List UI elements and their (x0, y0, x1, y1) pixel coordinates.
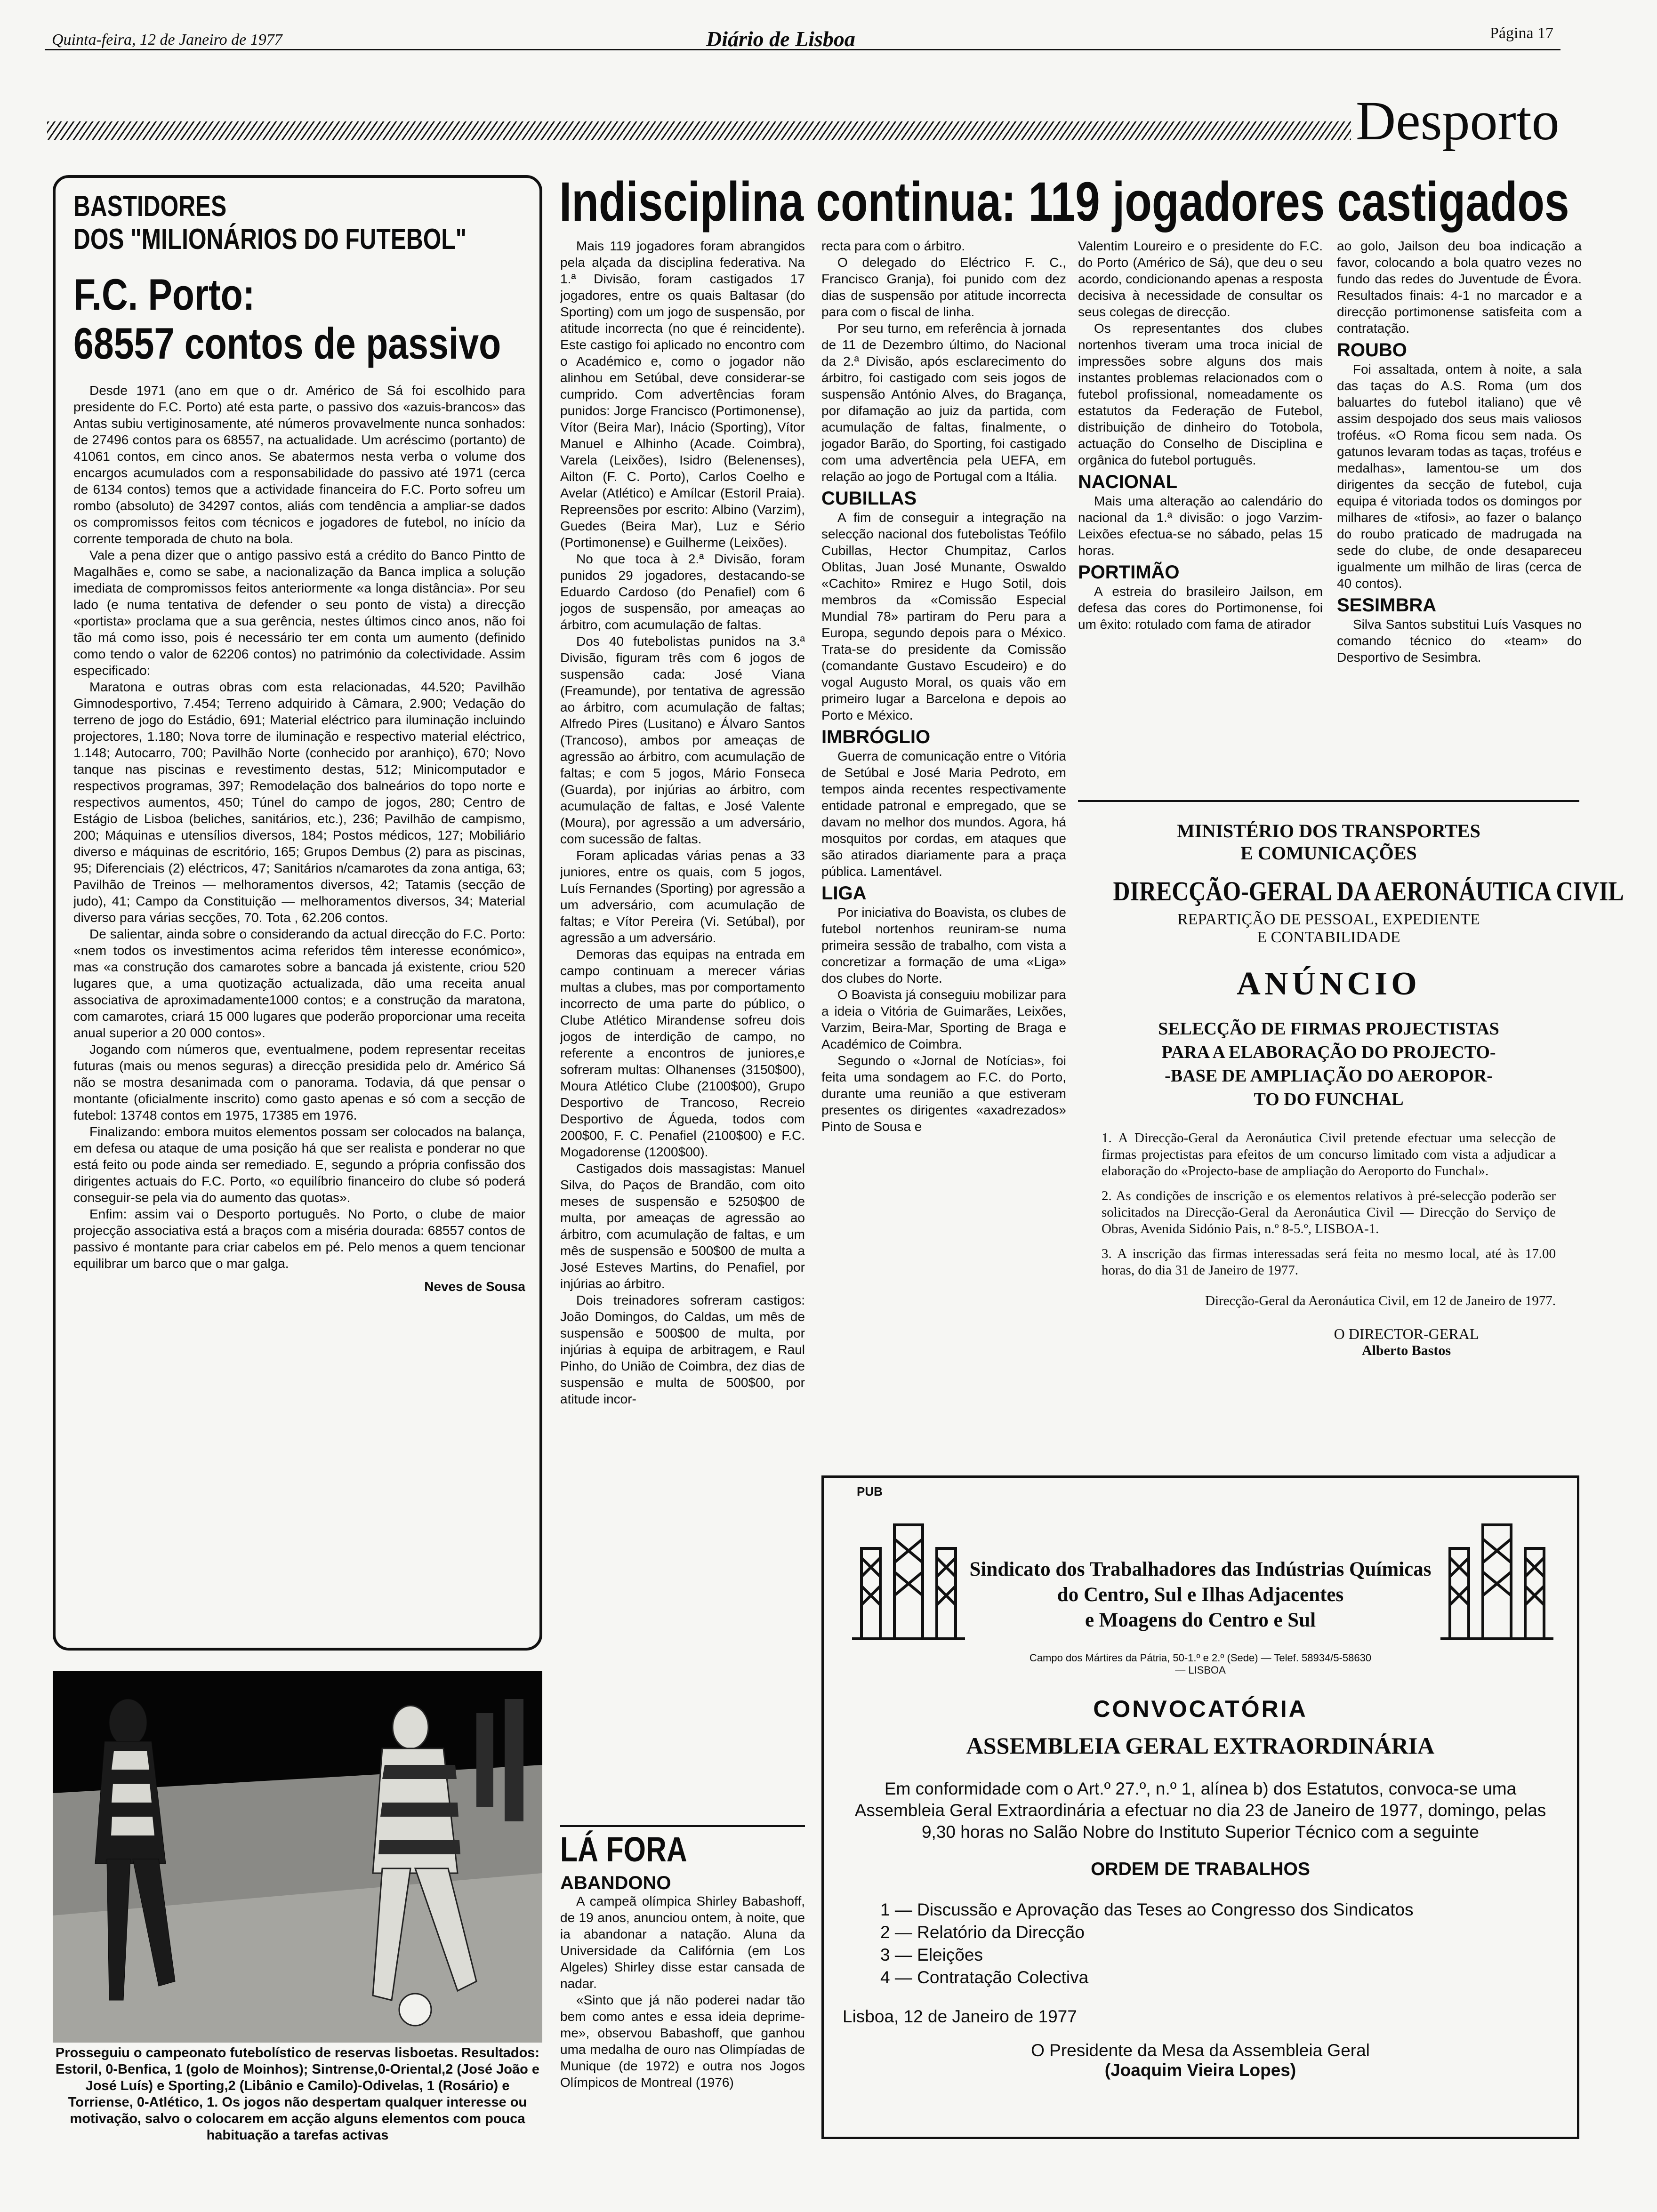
box-title-2: 68557 contos de passivo (73, 319, 501, 368)
article-paragraph: Foi assaltada, ontem à noite, a sala das taças do A.S. Roma (um dos baluartes do futebol italiano) que vê assim despojado dos seus mais valiosos troféus. «O Roma ficou sem nada. Os gatunos levaram todas as taças, troféus e medalhas», lamentou-se um dos dirigentes da secção de futebol, cuja equipa é vitoriada todos os domingos por milhares de «tifosi», ao fazer o balanço do roubo praticado de madrugada na sede do clube, de onde desapareceu igualmente um milhão de liras (cerca de 40 contos). (1337, 362, 1582, 591)
article-paragraph: Por seu turno, em referência à jornada de 11 de Dezembro último, do Nacional da 2.ª Divisão, após esclarecimento do árbitro, foi castigado com seis jogos de suspensão António Alves, do Bragança, por difamação ao juiz da partida, com acumulação de faltas, finalmente, o jogador Barão, do Sporting, foi castigado com uma advertência pela UEFA, em relação ao jogo de Portugal com a Itália. (821, 321, 1066, 484)
ad-subject-line: TO DO FUNCHAL (1254, 1090, 1404, 1109)
article-paragraph: Mais 119 jogadores foram abrangidos pela alçada da disciplina federativa. Na 1.ª Divisão, foram castigados 17 jogadores, entre os quais Baltasar (do Sporting) com um jogo de suspensão, por atitude incorrecta (no que é reincidente). Este castigo foi aplicado no encontro com o Académico e, como o jogador não alinhou em Setúbal, deve considerar-se cumprido. Com advertências foram punidos: Jorge Francisco (Portimonense), Vítor (Beira Mar), Inácio (Sporting), Vítor Manuel e Alhinho (Acade. Coimbra), Varela (Leixões), Isidro (Belenenses), Ailton (F. C. Porto), Carlos Coelho e Avelar (Atlético) e Amílcar (Estoril Praia). Repreensões por escrito: Albino (Varzim), Guedes (Beira Mar), Luz e Sério (Portimonense) e Guilherme (Leixões). (560, 239, 805, 550)
ad-date: Direcção-Geral da Aeronáutica Civil, em 12 de Janeiro de 1977. (1205, 1293, 1556, 1308)
ad-date: Lisboa, 12 de Janeiro de 1977 (843, 2007, 1077, 2026)
union-name-line: do Centro, Sul e Ilhas Adjacentes (1057, 1584, 1344, 1606)
union-address-2: — LISBOA (1175, 1664, 1226, 1676)
subheading-imbroglio: IMBRÓGLIO (821, 727, 931, 747)
article-paragraph: recta para com o árbitro. (821, 239, 965, 253)
president-title: O Presidente da Mesa da Assembleia Geral (1031, 2041, 1370, 2060)
union-address: Campo dos Mártires da Pátria, 50-1.º e 2.º (Sede) — Telef. 58934/5-58630 (1029, 1652, 1372, 1664)
article-paragraph: A fim de conseguir a integração na selecção nacional dos futebolistas Teófilo Cubillas, Hector Chumpitaz, Carlos Oblitas, Juan José Munante, Oswaldo «Cachito» Rmirez e Hugo Sotil, dois membros da «Comissão Especial Mundial 78» partiram do Peru para a Europa, segundo depois para o México. Trata-se do presidente da Comissão (comandante Gustavo Escudeiro) e do vogal Augusto Moral, os quais vão em primeiro lugar a Barcelona e depois ao Porto e México. (821, 510, 1066, 722)
ad-ministry: MINISTÉRIO DOS TRANSPORTES (1177, 820, 1480, 842)
article-paragraph: O delegado do Eléctrico F. C., Francisco Granja), foi punido com dez dias de suspensão por atitude incorrecta para com o fiscal de linha. (821, 255, 1066, 319)
pub-label: PUB (857, 1484, 883, 1499)
article-paragraph: Foram aplicadas várias penas a 33 juniores, entre os quais, com 5 jogos, Luís Fernandes (Sporting) por agressão a um adversário, com acumulação de faltas; e Vítor Pereira (Vi. Setúbal), por agressão a um adversário. (560, 848, 805, 945)
box-paragraph: Jogando com números que, eventualmene, podem representar receitas futuras (mais ou menos seguras) a direcção presidida pelo dr. Américo Sá não se mostra desanimada com o panorama. Todavia, dá que pensar o montante (oficialmente inscrito) como gasto apenas e só com a secção de futebol: 13748 contos em 1975, 17385 em 1976. (73, 1042, 525, 1122)
convocatoria: CONVOCATÓRIA (1093, 1696, 1308, 1722)
column-5 (1337, 238, 1582, 779)
article-paragraph: O Boavista já conseguiu mobilizar para a ideia o Vitória de Guimarães, Leixões, Varzim, Beira-Mar, Sporting de Braga e Académico de Coimbra. (821, 987, 1066, 1051)
ad-signature: O DIRECTOR-GERAL (1334, 1325, 1479, 1342)
box-paragraph: De salientar, ainda sobre o considerando da actual direcção do F.C. Porto: «nem todos os investimentos acima referidos têm interesse económico», mas «a construção dos camarotes sobre a bancada já existente, criou 520 lugares que, a uma quotização actualizada, dão uma receita anual associativa de aproximadamente1000 contos; e a construção da maratona, com camarotes, criará 15 000 lugares que poderão proporcionar uma receita anual superior a 20 000 contos». (73, 927, 525, 1040)
aeronautica-ad (1078, 800, 1624, 1358)
agenda-item: 4 — Contratação Colectiva (880, 1968, 1089, 1987)
ad-subject-line: SELECÇÃO DE FIRMAS PROJECTISTAS (1158, 1019, 1499, 1039)
article-paragraph: Demoras das equipas na entrada em campo continuam a merecer várias multas a clubes, mas por comportamento incorrecto de uma parte do público, o Clube Atlético Mirandense sofreu dois jogos de interdição de campo, no referente a encontros de juniores,e sofreram multas: Olhanenses (3150$00), Moura Atlético Clube (2100$00), Grupo Desportivo de Trancoso, Recreio Desportivo de Águeda, todos com 200$00, F. C. Penafiel (2100$00) e F.C. Mogadorense (1200$00). (560, 947, 805, 1159)
headline: Indisciplina continua: 119 jogadores castigados (559, 171, 1569, 233)
subheading-cubillas: CUBILLAS (821, 488, 917, 509)
convocatoria-body: Em conformidade com o Art.º 27.º, n.º 1, alínea b) dos Estatutos, convoca-se uma Assembleia Geral Extraordinária a efectuar no dia 23 de Janeiro de 1977, domingo, pelas 9,30 horas no Salão Nobre do Instituto Superior Técnico com a seguinte (854, 1779, 1546, 1842)
column-4 (1078, 238, 1323, 779)
subheading-roubo: ROUBO (1337, 340, 1407, 361)
ad-ministry-2: E COMUNICAÇÕES (1240, 842, 1417, 864)
abandono-heading: ABANDONO (560, 1873, 671, 1893)
lafora-rule (560, 1825, 805, 1827)
ad-signature-name: Alberto Bastos (1361, 1343, 1451, 1358)
article-paragraph: Valentim Loureiro e o presidente do F.C. do Porto (Américo de Sá), que deu o seu acordo, condicionando apenas a resposta decisiva à necessidade de consultar os seus colegas de direcção. (1078, 239, 1323, 319)
box-paragraph: Desde 1971 (ano em que o dr. Américo de Sá foi escolhido para presidente do F.C. Porto) até esta parte, o passivo dos «azuis-brancos» das Antas subiu vertiginosamente, até números provavelmente nunca sonhados: de 27496 contos para os 68557, na actualidade. Um acréscimo (portanto) de 41061 contos, em cinco anos. Se abatermos nesta verba o volume dos encargos acumulados com a responsabilidade do passivo até 1971 (cerca de 6134 contos) temos que a actividade financeira do F.C. Porto sofreu um rombo (absoluto) de 34297 contos, aliás com tendência a ampliar-se dados os compromissos feitos com técnicos e jogadores de futebol, no início da corrente temporada de chuto na bola. (73, 383, 525, 546)
photo-caption: Prosseguiu o campeonato futebolístico de reservas lisboetas. Resultados: Estoril, 0-Benfica, 1 (golo de Moinhos); Sintrense,0-Oriental,2 (José João e José Luís) e Sporting,2 (Libânio e Camilo)-Odivelas, 1 (Rosário) e Torriense, 0-Atlético, 1. Os jogos não despertam qualquer interesse ou motivação, salvo o colocarem em acção alguns elementos com pouca habituação a tarefas activas (55, 2045, 540, 2143)
industry-icon (852, 1506, 965, 1643)
column-2 (560, 238, 805, 1819)
ad-item: 3. A inscrição das firmas interessadas será feita no mesmo local, até às 17.00 horas, do dia 31 de Janeiro de 1977. (1102, 1246, 1556, 1278)
box-article (53, 175, 542, 1651)
lafora-heading: LÁ FORA (560, 1830, 687, 1869)
article-paragraph: Guerra de comunicação entre o Vitória de Setúbal e José Maria Pedroto, em tempos ainda recentes respectivamente entidade patronal e empregado, que se davam no melhor dos mundos. Agora, há mosquitos por cordas, em ataques que são atirados diariamente para a praça pública. Lamentável. (821, 749, 1066, 879)
agenda-item: 3 — Eleições (880, 1945, 983, 1964)
industry-icon (1440, 1506, 1553, 1643)
article-paragraph: «Sinto que já não poderei nadar tão bem como antes e essa ideia deprime-me», observou Babashoff, que ganhou uma medalha de ouro nas Olimpíadas de Munique (de 1972) e outra nos Jogos Olímpicos de Montreal (1976) (560, 1993, 805, 2090)
agenda-list (880, 1899, 1577, 1989)
ad-subject-line: PARA A ELABORAÇÃO DO PROJECTO- (1161, 1042, 1496, 1062)
article-paragraph: A estreia do brasileiro Jailson, em defesa das cores do Portimonense, foi um êxito: rotulado com fama de atirador (1078, 584, 1323, 632)
subheading-liga: LIGA (821, 883, 867, 904)
article-paragraph: Silva Santos substitui Luís Vasques no comando técnico do «team» do Desportivo de Sesimbra. (1337, 617, 1582, 665)
union-name-line: e Moagens do Centro e Sul (1085, 1609, 1316, 1631)
section-title: Desporto (1356, 90, 1560, 152)
agenda-item: 1 — Discussão e Aprovação das Teses ao Congresso dos Sindicatos (880, 1900, 1414, 1919)
ad-directorate: DIRECÇÃO-GERAL DA AERONÁUTICA CIVIL (1113, 876, 1624, 906)
ad-item: 1. A Direcção-Geral da Aeronáutica Civil pretende efectuar uma selecção de firmas projectistas para efeitos de um concurso limitado com vista a adjudicar a elaboração do «Projecto-base de ampliação do Aeroporto do Funchal». (1102, 1130, 1556, 1178)
ordem-trabalhos: ORDEM DE TRABALHOS (1091, 1859, 1310, 1879)
box-paragraph: Maratona e outras obras com esta relacionadas, 44.520; Pavilhão Gimnodesportivo, 7.454; Terreno adquirido à Câmara, 2.900; Vedação do terreno de jogo do Estádio, 691; Material eléctrico para iluminação incluindo projectores, 1.180; Nova torre de iluminação e respectivo material eléctrico, 1.148; Autocarro, 700; Pavilhão Norte (conhecido por aranhiço), 670; Novo tanque nas piscinas e revestimento destas, 512; Minicomputador e respectivos programas, 397; Remodelação dos balneários do topo norte e respectivos aumentos, 450; Túnel do campo de jogos, 280; Centro de Estágio de Lisboa (beliches, sanitários, etc.), 236; Pavilhão de campismo, 200; Máquinas e utensílios diversos, 184; Postos médicos, 127; Mobiliário diverso e máquinas de escritório, 165; Grupos Dembus (2) para as piscinas, 95; Diferenciais (2) eléctricos, 47; Sanitários n/camarotes da zona antiga, 63; Pavilhão de Treinos — melhoramentos diversos, 42; Tatamis (secção de judo), 41; Campo da Constituição — melhoramentos diversos, 34; Material diverso para várias secções, 70. Tota , 62.206 contos. (73, 680, 525, 925)
header-paper: Diário de Lisboa (706, 27, 855, 51)
football-photo (53, 1671, 542, 2043)
article-paragraph: ao golo, Jailson deu boa indicação a favor, colocando a bola quatro vezes no fundo das redes do Juventude de Évora. Resultados finais: 4-1 no marcador e a direcção portimonense satisfeita com a contratação. (1337, 239, 1582, 336)
byline: Neves de Sousa (424, 1279, 525, 1294)
ad-anuncio: ANÚNCIO (1237, 966, 1421, 1002)
union-name-line: Sindicato dos Trabalhadores das Indústrias Químicas (969, 1558, 1432, 1580)
subheading-nacional: NACIONAL (1078, 472, 1178, 492)
section-hatch (47, 121, 1351, 140)
article-paragraph: A campeã olímpica Shirley Babashoff, de 19 anos, anunciou ontem, à noite, que ia abandonar a natação. Aluna da Universidade da Califórnia (em Los Algeles) Shirley disse estar cansada de nadar. (560, 1894, 805, 1991)
ad-item: 2. As condições de inscrição e os elementos relativos à pré-selecção poderão ser solicitados na Direcção-Geral da Aeronáutica Civil — Direcção do Serviço de Obras, Avenida Sidónio Pais, n.º 8-5.º, LISBOA-1. (1102, 1188, 1556, 1236)
article-paragraph: Dois treinadores sofreram castigos: João Domingos, do Caldas, um mês de suspensão e 500$00 de multa, por injúrias à equipa de arbitragem, e Raul Pinho, do União de Coimbra, dez dias de suspensão e multa de 500$00, por atitude incor- (560, 1293, 805, 1406)
assembleia: ASSEMBLEIA GERAL EXTRAORDINÁRIA (966, 1732, 1435, 1759)
article-paragraph: Dos 40 futebolistas punidos na 3.ª Divisão, figuram três com 6 jogos de suspensão cada: José Viana (Freamunde), por tentativa de agressão ao árbitro, com acumulação de faltas; Alfredo Pires (Lusitano) e Álvaro Santos (Trancoso), ambos por ameaças de agressão ao árbitro, com acumulação de faltas; e com 5 jogos, Mário Fonseca (Guarda), por injúrias ao árbitro, com acumulação de faltas, e José Valente (Moura), por agressão a um adversário, com sucessão de faltas. (560, 634, 805, 846)
column-3 (821, 238, 1066, 1683)
header-date: Quinta-feira, 12 de Janeiro de 1977 (52, 31, 282, 48)
box-paragraph: Finalizando: embora muitos elementos possam ser colocados na balança, em defesa ou ataque de uma posição há que ser realista e ponderar no que está feito ou pode ainda ser remediado. E, segundo a própria confissão dos dirigentes actuais do F.C. Porto, «o equilíbrio financeiro do clube só poderá conseguir-se pela via do aumento das quotas». (73, 1124, 525, 1205)
ad-subject (1078, 1017, 1579, 1111)
subheading-portimao: PORTIMÃO (1078, 562, 1180, 583)
article-paragraph: Por iniciativa do Boavista, os clubes de futebol nortenhos reuniram-se numa primeira sessão de trabalho, com vista a concretizar a formação de uma «Liga» dos clubes do Norte. (821, 905, 1066, 986)
ad-repartition: REPARTIÇÃO DE PESSOAL, EXPEDIENTE (1177, 911, 1480, 928)
ad-repartition-2: E CONTABILIDADE (1257, 929, 1400, 946)
article-paragraph: Segundo o «Jornal de Notícias», foi feita uma sondagem ao F.C. do Porto, durante uma reunião a que estiveram presentes os dirigentes «axadrezados» Pinto de Sousa e (821, 1053, 1066, 1134)
article-paragraph: No que toca à 2.ª Divisão, foram punidos 29 jogadores, destacando-se Eduardo Cardoso (do Penafiel) com 6 jogos de suspensão, por ameaças ao árbitro, com acumulação de faltas. (560, 552, 805, 632)
header-page: Página 17 (1490, 24, 1554, 42)
box-kicker: BASTIDORES (73, 190, 227, 223)
box-paragraph: Enfim: assim vai o Desporto português. No Porto, o clube de maior projecção associativa está a braços com a miséria dourada: 68557 contos de passivo é montante para criar cabelos em pé. Pelo menos a quem tencionar equilibrar um barco que o mar galga. (73, 1207, 525, 1271)
article-paragraph: Mais uma alteração ao calendário do nacional da 1.ª divisão: o jogo Varzim-Leixões efectua-se no sábado, pelas 15 horas. (1078, 494, 1323, 558)
ad-subject-line: -BASE DE AMPLIAÇÃO DO AEROPOR- (1165, 1066, 1493, 1086)
president-name: (Joaquim Vieira Lopes) (1104, 2060, 1296, 2080)
box-kicker-2: DOS "MILIONÁRIOS DO FUTEBOL" (73, 223, 467, 256)
article-paragraph: Os representantes dos clubes nortenhos tiveram uma troca inicial de impressões sobre alguns dos mais instantes problemas relacionados com o futebol profissional, nomeadamente os estatutos da Federação de Futebol, distribuição de dinheiro do Totobola, actuação do Conselho de Disciplina e orgânica do futebol português. (1078, 321, 1323, 467)
column-2-lower (560, 1893, 805, 2194)
sindicato-ad (821, 1475, 1579, 2139)
box-paragraph: Vale a pena dizer que o antigo passivo está a crédito do Banco Pintto de Magalhães e, como se sabe, a nacionalização da Banca implica a solução imediata de compromissos feitos anteriormente «a longa distância». Por seu lado (e numa tentativa de defender o seu ponto de vista) a direcção «portista» proclama que a sua gerência, nestes últimos cinco anos, não foi tão má como isso, pois é necessário ter em conta um aumento (definido como tendo o valor de 62206 contos) no património da colectividade. Assim especificado: (73, 548, 525, 678)
ad-items (1102, 1130, 1556, 1309)
subheading-sesimbra: SESIMBRA (1337, 595, 1437, 616)
article-paragraph: Castigados dois massagistas: Manuel Silva, do Paços de Brandão, com oito meses de suspensão e 5250$00 de multa, por ameaças de agressão ao árbitro, com acumulação de faltas, e um mês de suspensão e 500$00 de multa a José Esteves Martins, do Penafiel, por injúrias ao árbitro. (560, 1161, 805, 1291)
agenda-item: 2 — Relatório da Direcção (880, 1923, 1085, 1942)
box-title: F.C. Porto: (73, 270, 255, 319)
box-body (73, 382, 525, 1672)
